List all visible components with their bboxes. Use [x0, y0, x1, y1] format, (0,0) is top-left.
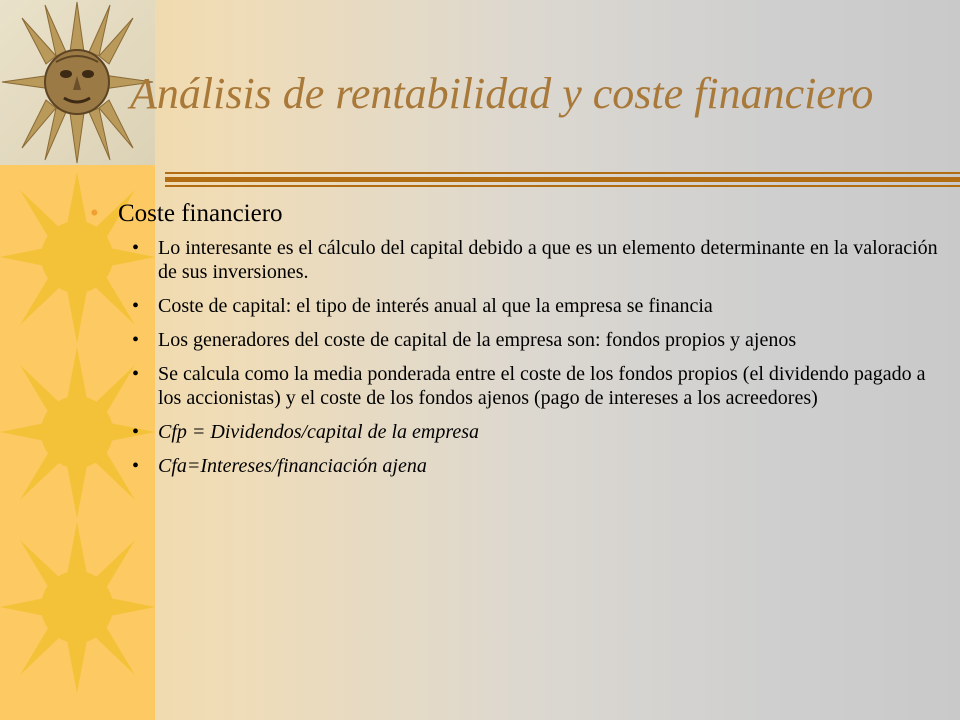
list-item	[130, 294, 950, 318]
bullet-icon: •	[132, 329, 140, 351]
sun-icon	[0, 520, 155, 695]
list-item-text: Coste de capital: el tipo de interés anual al que la empresa se financia	[158, 295, 713, 317]
bullet-icon: •	[132, 363, 140, 385]
list-item-text: Se calcula como la media ponderada entre el coste de los fondos propios (el dividendo pagado a los accionistas) y el coste de los fondos ajenos (pago de intereses a los acreedores)	[158, 363, 926, 409]
bullet-icon: •	[132, 421, 140, 443]
bullet-icon: •	[132, 237, 140, 259]
list-item-text: Los generadores del coste de capital de la empresa son: fondos propios y ajenos	[158, 329, 797, 351]
list-item-text: Lo interesante es el cálculo del capital debido a que es un elemento determinante en la valoración de sus inversiones.	[158, 237, 938, 283]
bullet-icon: •	[132, 455, 140, 477]
slide-title: Análisis de rentabilidad y coste financiero	[130, 69, 874, 118]
list-item	[130, 328, 950, 352]
section-heading	[90, 200, 950, 228]
title-divider	[165, 177, 960, 182]
bullet-list	[90, 236, 950, 478]
formula-cfa: Cfa=Intereses/financiación ajena	[158, 455, 427, 477]
list-item	[130, 420, 950, 444]
bullet-icon: •	[132, 295, 140, 317]
section-heading-text: Coste financiero	[118, 200, 283, 227]
list-item	[130, 236, 950, 284]
formula-cfp: Cfp = Dividendos/capital de la empresa	[158, 421, 480, 443]
title-divider	[165, 172, 960, 174]
bullet-icon: •	[90, 200, 99, 227]
list-item	[130, 362, 950, 410]
list-item	[130, 454, 950, 478]
title-divider	[165, 185, 960, 187]
slide-content	[90, 200, 950, 488]
